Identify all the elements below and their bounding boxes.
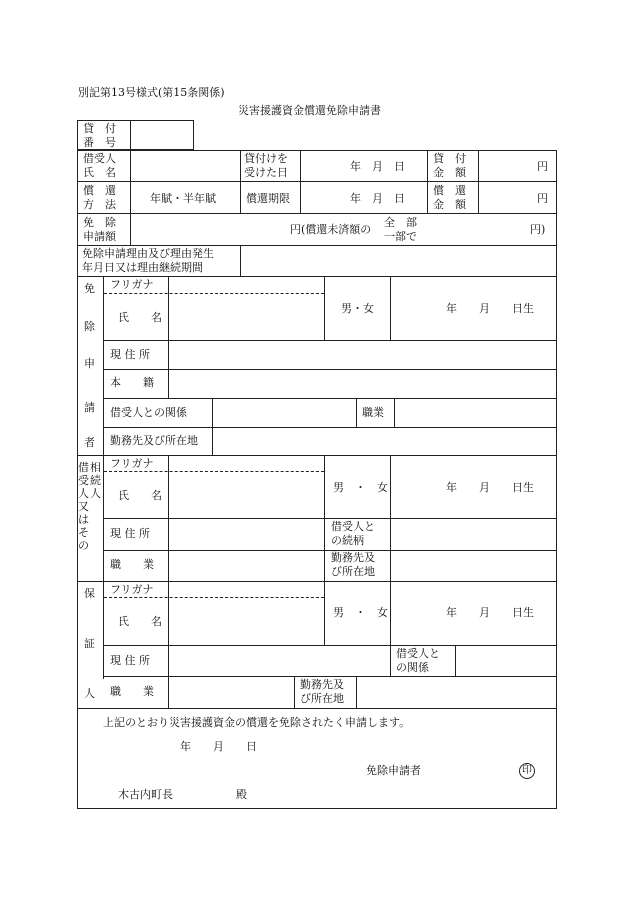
guarantor-relation-field[interactable] bbox=[456, 646, 555, 675]
heir-birthdate[interactable]: 年 月 日生 bbox=[446, 481, 534, 494]
guarantor-side-2: 証 bbox=[84, 637, 95, 650]
seal-icon[interactable]: 印 bbox=[519, 763, 535, 779]
borrower-name-field[interactable] bbox=[131, 151, 239, 180]
applicant-domicile-field[interactable] bbox=[169, 370, 555, 397]
guarantor-address-label: 現 住 所 bbox=[110, 654, 150, 667]
heir-address-field[interactable] bbox=[169, 519, 323, 549]
applicant-gender[interactable]: 男・女 bbox=[341, 302, 374, 315]
borrower-name-label-1: 借受人 bbox=[83, 152, 116, 165]
exempt-amount-label-1: 免 除 bbox=[83, 216, 116, 229]
heir-name-field[interactable] bbox=[169, 473, 323, 517]
guarantor-name-label: 氏 名 bbox=[118, 615, 162, 628]
applicant-name-label: 氏 名 bbox=[118, 311, 162, 324]
applicant-occupation-label: 職業 bbox=[362, 406, 384, 419]
repay-method-label-2: 方 法 bbox=[83, 198, 116, 211]
declaration-statement: 上記のとおり災害援護資金の償還を免除されたく申請します。 bbox=[103, 716, 411, 729]
applicant-birthdate[interactable]: 年 月 日生 bbox=[446, 302, 534, 315]
guarantor-workplace-label-1: 勤務先及 bbox=[300, 678, 344, 691]
guarantor-birthdate[interactable]: 年 月 日生 bbox=[446, 606, 534, 619]
guarantor-name-field[interactable] bbox=[169, 599, 323, 644]
heir-workplace-label-2: び所在地 bbox=[331, 565, 375, 578]
repay-amount-label-1: 償 還 bbox=[433, 184, 466, 197]
loan-date-label-2: 受けた日 bbox=[244, 166, 288, 179]
form-title: 災害援護資金償還免除申請書 bbox=[238, 104, 381, 117]
loan-amount-label-1: 貸 付 bbox=[433, 152, 466, 165]
applicant-side-3: 申 bbox=[84, 357, 95, 370]
reason-label-2: 年月日又は理由継続期間 bbox=[82, 261, 203, 274]
loan-amount-yen[interactable]: 円 bbox=[537, 160, 548, 173]
heir-workplace-field[interactable] bbox=[391, 551, 555, 580]
heir-address-label: 現 住 所 bbox=[110, 527, 150, 540]
heir-furigana-label: フリガナ bbox=[110, 457, 154, 470]
loan-number-label-1: 貸 付 bbox=[83, 122, 116, 135]
heir-relation-field[interactable] bbox=[391, 519, 555, 549]
applicant-relation-field[interactable] bbox=[213, 399, 355, 426]
reason-label-1: 免除申請理由及び理由発生 bbox=[82, 247, 214, 260]
guarantor-workplace-label-2: び所在地 bbox=[300, 692, 344, 705]
applicant-domicile-label: 本 籍 bbox=[110, 376, 154, 389]
applicant-furigana-field[interactable] bbox=[169, 277, 323, 292]
guarantor-occupation-field[interactable] bbox=[169, 677, 293, 707]
guarantor-furigana-field[interactable] bbox=[169, 582, 323, 596]
exempt-amount-label-2: 申請額 bbox=[83, 230, 116, 243]
guarantor-address-field[interactable] bbox=[169, 646, 389, 675]
heir-furigana-field[interactable] bbox=[169, 456, 323, 470]
applicant-address-label: 現 住 所 bbox=[110, 348, 150, 361]
heir-relation-label-1: 借受人と bbox=[331, 520, 375, 533]
heir-occupation-field[interactable] bbox=[169, 551, 323, 580]
heir-side-col1: 借 受 人 又 は そ の bbox=[78, 461, 89, 552]
loan-number-label-2: 番 号 bbox=[83, 136, 116, 149]
applicant-relation-label: 借受人との関係 bbox=[110, 406, 187, 419]
guarantor-workplace-field[interactable] bbox=[357, 677, 555, 707]
guarantor-gender[interactable]: 男 ・ 女 bbox=[333, 606, 388, 619]
loan-date-label-1: 貸付けを bbox=[244, 152, 288, 165]
applicant-side-2: 除 bbox=[84, 320, 95, 333]
heir-workplace-label-1: 勤務先及 bbox=[331, 551, 375, 564]
applicant-side-5: 者 bbox=[84, 436, 95, 449]
heir-occupation-label: 職 業 bbox=[110, 558, 154, 571]
applicant-workplace-label: 勤務先及び所在地 bbox=[110, 434, 198, 447]
declaration-date[interactable]: 年 月 日 bbox=[180, 740, 257, 753]
applicant-furigana-label: フリガナ bbox=[110, 278, 154, 291]
repay-period-value[interactable]: 年 月 日 bbox=[350, 192, 405, 205]
exempt-yen-close: 円) bbox=[530, 223, 546, 236]
applicant-workplace-field[interactable] bbox=[213, 428, 555, 454]
applicant-occupation-field[interactable] bbox=[395, 399, 555, 426]
form-number-note: 別記第13号様式(第15条関係) bbox=[78, 86, 225, 99]
applicant-address-field[interactable] bbox=[169, 341, 555, 368]
repay-method-value[interactable]: 年賦・半年賦 bbox=[150, 192, 216, 205]
guarantor-relation-label-2: の関係 bbox=[396, 661, 429, 674]
exempt-all-label[interactable]: 全 部 bbox=[384, 216, 417, 229]
reason-field[interactable] bbox=[241, 246, 555, 275]
addressee-name: 木古内町長 bbox=[118, 788, 173, 801]
repay-amount-yen[interactable]: 円 bbox=[537, 192, 548, 205]
repay-period-label: 償還期限 bbox=[246, 192, 290, 205]
loan-amount-label-2: 金 額 bbox=[433, 166, 466, 179]
borrower-name-label-2: 氏 名 bbox=[83, 166, 116, 179]
applicant-name-field[interactable] bbox=[169, 295, 323, 339]
loan-number-field[interactable] bbox=[131, 121, 193, 149]
guarantor-occupation-label: 職 業 bbox=[110, 685, 154, 698]
guarantor-relation-label-1: 借受人と bbox=[396, 647, 440, 660]
heir-side-col2: 相 続 人 bbox=[90, 461, 101, 500]
applicant-signature-label: 免除申請者 bbox=[366, 764, 421, 777]
repay-amount-label-2: 金 額 bbox=[433, 198, 466, 211]
loan-date-value[interactable]: 年 月 日 bbox=[350, 160, 405, 173]
applicant-side-4: 請 bbox=[84, 401, 95, 414]
exempt-part-label[interactable]: 一部で bbox=[384, 230, 417, 243]
heir-gender[interactable]: 男 ・ 女 bbox=[333, 481, 388, 494]
applicant-side-1: 免 bbox=[84, 282, 95, 295]
exempt-amount-value[interactable]: 円(償還未済額の bbox=[290, 223, 372, 236]
guarantor-side-1: 保 bbox=[84, 587, 95, 600]
heir-name-label: 氏 名 bbox=[118, 489, 162, 502]
addressee-honorific: 殿 bbox=[236, 788, 247, 801]
heir-relation-label-2: の続柄 bbox=[331, 534, 364, 547]
repay-method-label-1: 償 還 bbox=[83, 184, 116, 197]
guarantor-side-3: 人 bbox=[84, 687, 95, 700]
guarantor-furigana-label: フリガナ bbox=[110, 583, 154, 596]
